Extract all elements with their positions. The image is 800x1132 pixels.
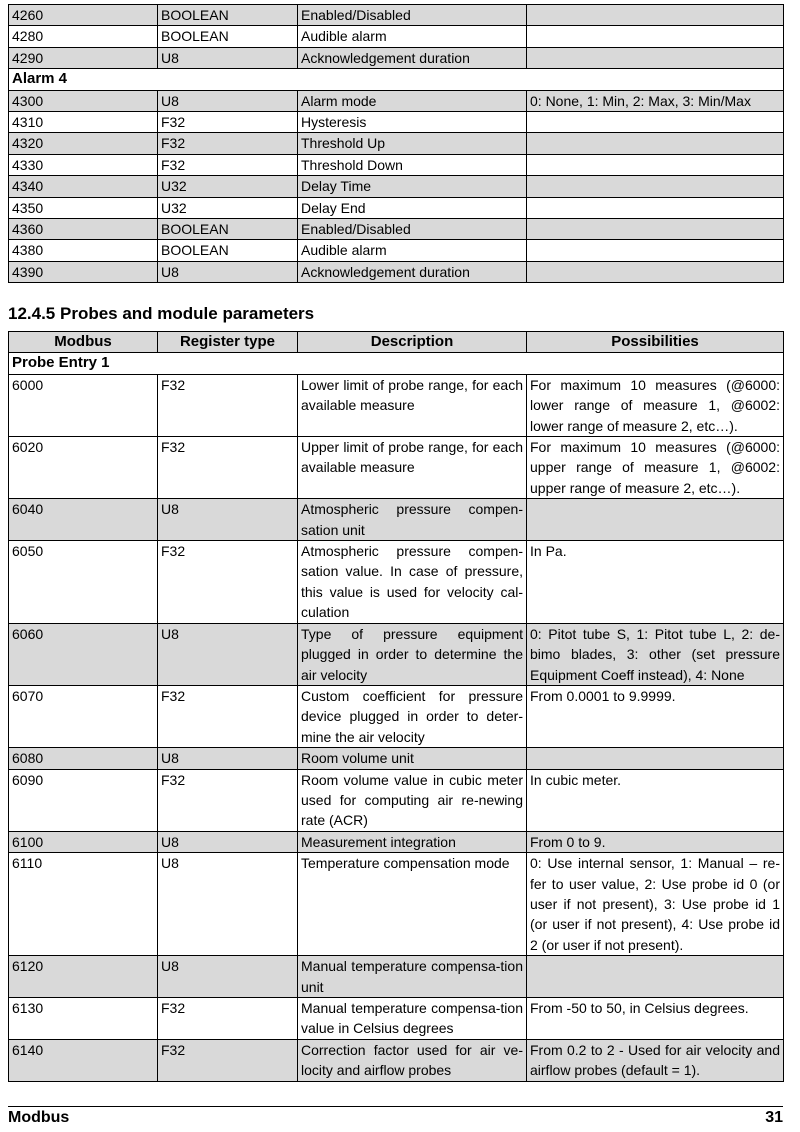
- cell-register-type: F32: [158, 133, 298, 154]
- table-row: [9, 685, 784, 747]
- cell-possibilities: [527, 176, 784, 197]
- cell-modbus: 6110: [9, 853, 158, 956]
- cell-modbus: 4380: [9, 240, 158, 261]
- cell-register-type: F32: [158, 154, 298, 175]
- cell-register-type: F32: [158, 769, 298, 831]
- table-row: [9, 154, 784, 175]
- cell-description: Room volume unit: [298, 748, 527, 769]
- cell-modbus: 6050: [9, 541, 158, 624]
- cell-possibilities: From 0 to 9.: [527, 831, 784, 852]
- cell-possibilities: 0: Use internal sensor, 1: Manual – re-fer to user value, 2: Use probe id 0 (or user if not present), 3: Use probe id 1 (or user if not present), 4: Use probe id 2 (or user if not present).: [527, 853, 784, 956]
- cell-register-type: U8: [158, 831, 298, 852]
- cell-description: Delay End: [298, 197, 527, 218]
- cell-modbus: 4320: [9, 133, 158, 154]
- table-row: [9, 90, 784, 111]
- cell-possibilities: [527, 47, 784, 68]
- cell-modbus: 4280: [9, 26, 158, 47]
- cell-possibilities: [527, 261, 784, 282]
- cell-modbus: 4350: [9, 197, 158, 218]
- cell-description: Atmospheric pressure compen-sation unit: [298, 499, 527, 541]
- cell-modbus: 4390: [9, 261, 158, 282]
- cell-possibilities: [527, 219, 784, 240]
- cell-description: Acknowledgement duration: [298, 47, 527, 68]
- cell-description: Delay Time: [298, 176, 527, 197]
- table-row: [9, 769, 784, 831]
- table-row: [9, 437, 784, 499]
- cell-register-type: F32: [158, 374, 298, 436]
- cell-description: Enabled/Disabled: [298, 5, 527, 26]
- cell-description: Threshold Down: [298, 154, 527, 175]
- cell-description: Correction factor used for air ve-locity and airflow probes: [298, 1039, 527, 1081]
- cell-modbus: 6060: [9, 623, 158, 685]
- probe-parameters-table-body: [9, 353, 784, 1081]
- table-row: [9, 240, 784, 261]
- table-header-row: [9, 332, 784, 353]
- probe-parameters-table: [8, 331, 784, 1082]
- header-description: Description: [298, 332, 527, 353]
- cell-possibilities: In Pa.: [527, 541, 784, 624]
- cell-register-type: U32: [158, 197, 298, 218]
- cell-description: Room volume value in cubic meter used for computing air re-newing rate (ACR): [298, 769, 527, 831]
- cell-modbus: 6120: [9, 956, 158, 998]
- cell-description: Temperature compensation mode: [298, 853, 527, 956]
- table-row: [9, 133, 784, 154]
- table-row: [9, 197, 784, 218]
- cell-modbus: 6080: [9, 748, 158, 769]
- cell-description: Manual temperature compensa-tion value in Celsius degrees: [298, 998, 527, 1040]
- table-row: [9, 831, 784, 852]
- table-row: [9, 219, 784, 240]
- cell-register-type: U8: [158, 90, 298, 111]
- cell-description: Measurement integration: [298, 831, 527, 852]
- section-title: 12.4.5 Probes and module parameters: [8, 304, 315, 323]
- cell-register-type: U8: [158, 47, 298, 68]
- header-possibilities: Possibilities: [527, 332, 784, 353]
- cell-possibilities: [527, 499, 784, 541]
- cell-description: Type of pressure equipment plugged in order to determine the air velocity: [298, 623, 527, 685]
- cell-description: Audible alarm: [298, 240, 527, 261]
- table-row: [9, 998, 784, 1040]
- cell-register-type: F32: [158, 685, 298, 747]
- cell-possibilities: From -50 to 50, in Celsius degrees.: [527, 998, 784, 1040]
- cell-register-type: BOOLEAN: [158, 240, 298, 261]
- cell-register-type: F32: [158, 998, 298, 1040]
- cell-possibilities: From 0.0001 to 9.9999.: [527, 685, 784, 747]
- group-label: Probe Entry 1: [9, 353, 784, 374]
- cell-register-type: U32: [158, 176, 298, 197]
- cell-possibilities: [527, 5, 784, 26]
- cell-possibilities: [527, 240, 784, 261]
- cell-modbus: 4340: [9, 176, 158, 197]
- cell-register-type: F32: [158, 541, 298, 624]
- cell-possibilities: 0: Pitot tube S, 1: Pitot tube L, 2: de-bimo blades, 3: other (set pressure Equipment Coeff instead), 4: None: [527, 623, 784, 685]
- table-row: [9, 261, 784, 282]
- page-number: 31: [765, 1109, 783, 1126]
- cell-register-type: BOOLEAN: [158, 219, 298, 240]
- cell-register-type: U8: [158, 748, 298, 769]
- cell-modbus: 4330: [9, 154, 158, 175]
- group-row: [9, 69, 784, 90]
- table-row: [9, 748, 784, 769]
- cell-modbus: 4300: [9, 90, 158, 111]
- cell-modbus: 6020: [9, 437, 158, 499]
- table-row: [9, 26, 784, 47]
- table-row: [9, 853, 784, 956]
- table-row: [9, 541, 784, 624]
- cell-register-type: U8: [158, 623, 298, 685]
- cell-modbus: 6090: [9, 769, 158, 831]
- cell-register-type: U8: [158, 853, 298, 956]
- table-row: [9, 176, 784, 197]
- cell-description: Alarm mode: [298, 90, 527, 111]
- table-row: [9, 47, 784, 68]
- table-row: [9, 112, 784, 133]
- cell-modbus: 6070: [9, 685, 158, 747]
- cell-register-type: F32: [158, 1039, 298, 1081]
- cell-possibilities: For maximum 10 measures (@6000: upper range of measure 1, @6002: upper range of measure 2, etc…).: [527, 437, 784, 499]
- cell-modbus: 4260: [9, 5, 158, 26]
- cell-description: Upper limit of probe range, for each available measure: [298, 437, 527, 499]
- cell-possibilities: For maximum 10 measures (@6000: lower range of measure 1, @6002: lower range of measure 2, etc…).: [527, 374, 784, 436]
- alarm-register-table: [8, 4, 784, 283]
- cell-register-type: BOOLEAN: [158, 26, 298, 47]
- header-register-type: Register type: [158, 332, 298, 353]
- cell-modbus: 6100: [9, 831, 158, 852]
- cell-possibilities: [527, 748, 784, 769]
- cell-possibilities: [527, 26, 784, 47]
- cell-register-type: BOOLEAN: [158, 5, 298, 26]
- cell-description: Lower limit of probe range, for each available measure: [298, 374, 527, 436]
- alarm-register-table-body: [9, 5, 784, 283]
- cell-register-type: F32: [158, 437, 298, 499]
- table-row: [9, 623, 784, 685]
- cell-modbus: 4360: [9, 219, 158, 240]
- group-row: [9, 353, 784, 374]
- table-row: [9, 1039, 784, 1081]
- cell-description: Acknowledgement duration: [298, 261, 527, 282]
- cell-modbus: 4310: [9, 112, 158, 133]
- header-modbus: Modbus: [9, 332, 158, 353]
- cell-possibilities: [527, 197, 784, 218]
- table-row: [9, 499, 784, 541]
- group-label: Alarm 4: [9, 69, 784, 90]
- cell-possibilities: 0: None, 1: Min, 2: Max, 3: Min/Max: [527, 90, 784, 111]
- table-row: [9, 374, 784, 436]
- footer-rule: [8, 1106, 783, 1107]
- cell-modbus: 4290: [9, 47, 158, 68]
- footer-chapter: Modbus: [8, 1109, 70, 1126]
- cell-description: Hysteresis: [298, 112, 527, 133]
- cell-possibilities: [527, 112, 784, 133]
- cell-modbus: 6000: [9, 374, 158, 436]
- cell-register-type: F32: [158, 112, 298, 133]
- table-row: [9, 5, 784, 26]
- cell-register-type: U8: [158, 499, 298, 541]
- cell-possibilities: [527, 154, 784, 175]
- cell-description: Atmospheric pressure compen-sation value. In case of pressure, this value is used for velocity cal-culation: [298, 541, 527, 624]
- cell-possibilities: [527, 133, 784, 154]
- table-row: [9, 956, 784, 998]
- cell-description: Manual temperature compensa-tion unit: [298, 956, 527, 998]
- cell-modbus: 6040: [9, 499, 158, 541]
- cell-possibilities: [527, 956, 784, 998]
- cell-possibilities: In cubic meter.: [527, 769, 784, 831]
- cell-description: Audible alarm: [298, 26, 527, 47]
- cell-description: Enabled/Disabled: [298, 219, 527, 240]
- cell-description: Threshold Up: [298, 133, 527, 154]
- cell-possibilities: From 0.2 to 2 - Used for air velocity and airflow probes (default = 1).: [527, 1039, 784, 1081]
- cell-register-type: U8: [158, 261, 298, 282]
- cell-register-type: U8: [158, 956, 298, 998]
- cell-modbus: 6130: [9, 998, 158, 1040]
- cell-description: Custom coefficient for pressure device plugged in order to deter-mine the air velocity: [298, 685, 527, 747]
- cell-modbus: 6140: [9, 1039, 158, 1081]
